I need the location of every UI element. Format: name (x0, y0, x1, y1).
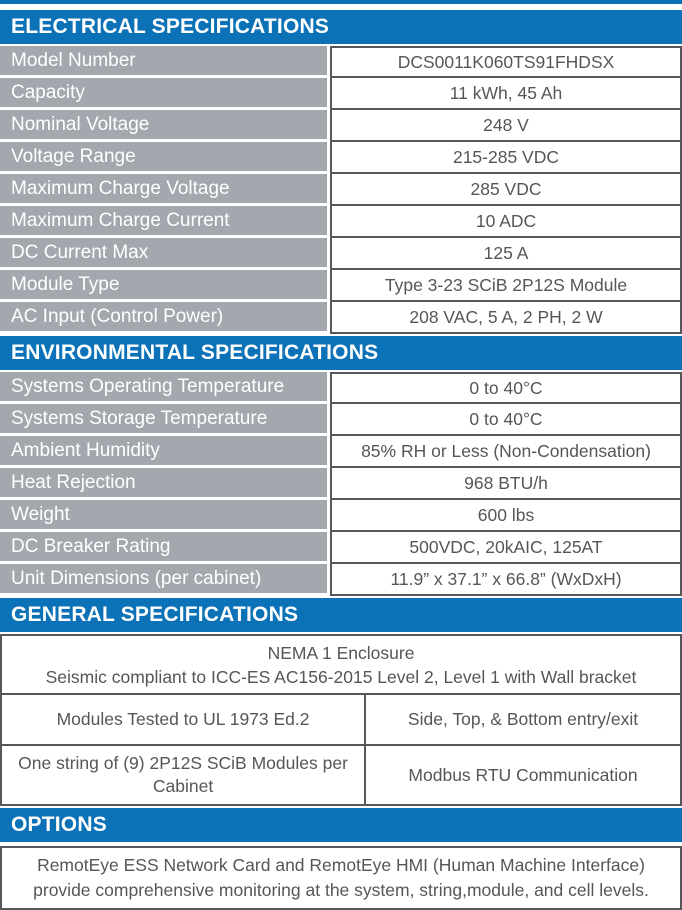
general-entry-exit-cell: Side, Top, & Bottom entry/exit (407, 709, 639, 729)
electrical-table (0, 46, 682, 334)
general-string-cell: One string of (9) 2P12S SCiB Modules per Cabinet (2, 746, 366, 804)
options-line2: provide comprehensive monitoring at the system, string,module, and cell levels. (33, 880, 649, 900)
spec-label: Module Type (0, 270, 327, 302)
spec-value: 0 to 40°C (330, 404, 682, 436)
spec-label: Systems Storage Temperature (0, 404, 327, 436)
section-title: ENVIRONMENTAL SPECIFICATIONS (11, 341, 379, 364)
options-cell (0, 846, 682, 910)
spec-label: DC Current Max (0, 238, 327, 270)
spec-value: 125 A (330, 238, 682, 270)
table-row (0, 468, 682, 500)
general-enclosure-cell (2, 636, 680, 693)
table-row (0, 206, 682, 238)
spec-value: Type 3-23 SCiB 2P12S Module (330, 270, 682, 302)
table-row (2, 744, 680, 804)
spec-label: Unit Dimensions (per cabinet) (0, 564, 327, 596)
spec-label: Maximum Charge Current (0, 206, 327, 238)
spec-label: Model Number (0, 46, 327, 78)
table-row (0, 110, 682, 142)
spec-label: Voltage Range (0, 142, 327, 174)
table-row (0, 564, 682, 596)
general-modbus-cell: Modbus RTU Communication (408, 764, 638, 785)
spec-label: Systems Operating Temperature (0, 372, 327, 404)
spec-value: 600 lbs (330, 500, 682, 532)
spec-value: 10 ADC (330, 206, 682, 238)
options-line1: RemotEye ESS Network Card and RemotEye HMI (Human Machine Interface) (37, 855, 645, 875)
spec-label: Maximum Charge Voltage (0, 174, 327, 206)
table-row (0, 78, 682, 110)
spec-label: AC Input (Control Power) (0, 302, 327, 334)
section-header-options (0, 808, 682, 842)
table-row (0, 372, 682, 404)
table-row (0, 404, 682, 436)
table-row (0, 142, 682, 174)
environmental-table (0, 372, 682, 596)
general-enclosure-line1: NEMA 1 Enclosure (267, 642, 415, 663)
spec-value: 0 to 40°C (330, 372, 682, 404)
spec-label: Weight (0, 500, 327, 532)
spec-value: 11.9” x 37.1” x 66.8” (WxDxH) (330, 564, 682, 596)
general-seismic-line2: Seismic compliant to ICC-ES AC156-2015 Level 2, Level 1 with Wall bracket (45, 666, 637, 687)
section-header-electrical (0, 10, 682, 44)
table-row (0, 302, 682, 334)
table-row (0, 500, 682, 532)
spec-label: Nominal Voltage (0, 110, 327, 142)
spec-label: Capacity (0, 78, 327, 110)
spec-label: Ambient Humidity (0, 436, 327, 468)
spec-value: 248 V (330, 110, 682, 142)
spec-value: 968 BTU/h (330, 468, 682, 500)
section-title: OPTIONS (11, 813, 107, 836)
table-row (2, 693, 680, 744)
spec-value: 215-285 VDC (330, 142, 682, 174)
table-row (0, 270, 682, 302)
top-rule (0, 0, 682, 4)
table-row (0, 174, 682, 206)
spec-label: Heat Rejection (0, 468, 327, 500)
section-title: ELECTRICAL SPECIFICATIONS (11, 15, 330, 38)
spec-label: DC Breaker Rating (0, 532, 327, 564)
table-row (0, 436, 682, 468)
section-title: GENERAL SPECIFICATIONS (11, 603, 299, 626)
spec-value: 285 VDC (330, 174, 682, 206)
table-row (0, 238, 682, 270)
table-row (0, 46, 682, 78)
spec-value: DCS0011K060TS91FHDSX (330, 46, 682, 78)
table-row (0, 532, 682, 564)
section-header-environmental (0, 336, 682, 370)
spec-value: 500VDC, 20kAIC, 125AT (330, 532, 682, 564)
general-table (0, 634, 682, 806)
general-ul-cell: Modules Tested to UL 1973 Ed.2 (2, 695, 366, 744)
spec-value: 85% RH or Less (Non-Condensation) (330, 436, 682, 468)
spec-value: 208 VAC, 5 A, 2 PH, 2 W (330, 302, 682, 334)
spec-value: 11 kWh, 45 Ah (330, 78, 682, 110)
section-header-general (0, 598, 682, 632)
